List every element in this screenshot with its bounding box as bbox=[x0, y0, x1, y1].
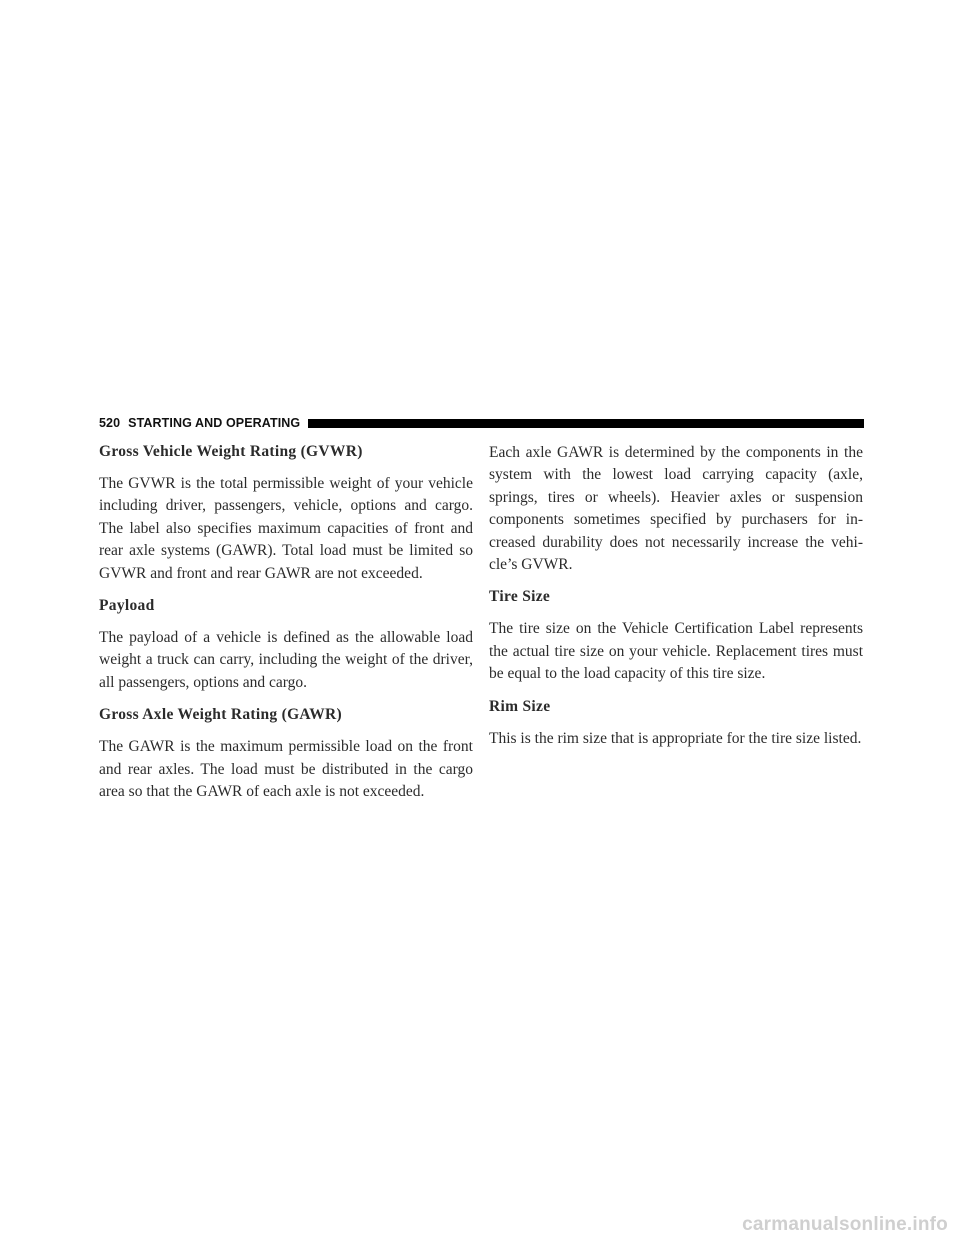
rim-size-heading: Rim Size bbox=[489, 697, 551, 715]
tire-size-paragraph: The tire size on the Vehicle Certification Label represents the actual tire size on your vehicle. Replacement tires must be equal to the load capacity of this tire size. bbox=[489, 620, 863, 683]
gawr-heading: Gross Axle Weight Rating (GAWR) bbox=[99, 706, 342, 724]
payload-paragraph: The payload of a vehicle is defined as the allowable load weight a truck can carry, including the weight of the driver, all passengers, options and cargo. bbox=[99, 629, 473, 691]
rim-size-paragraph: This is the rim size that is appropriate for the tire size listed. bbox=[489, 729, 862, 747]
watermark: carmanualsonline.info bbox=[742, 1214, 948, 1235]
right-column bbox=[489, 442, 863, 760]
header-rule bbox=[308, 419, 864, 428]
tire-size-heading: Tire Size bbox=[489, 588, 551, 606]
payload-heading: Payload bbox=[99, 597, 155, 615]
gvwr-paragraph: The GVWR is the total permissible weight of your vehicle including driver, passengers, vehicle, options and cargo. The label also specifies maximum capacities of front and rear axle systems (GAWR). Total load must be limited so GVWR and front and rear GAWR are not exceeded. bbox=[99, 475, 473, 582]
left-column bbox=[99, 441, 473, 813]
gawr-continued-paragraph: Each axle GAWR is determined by the components in the system with the lowest load carrying capacity (axle, springs, tires or wheels). Heavier axles or suspension components sometimes specified by purchasers for increased durability does not necessarily increase the vehicle’s GVWR. bbox=[489, 444, 863, 574]
gvwr-heading: Gross Vehicle Weight Rating (GVWR) bbox=[99, 443, 363, 460]
page-header bbox=[99, 412, 864, 434]
gawr-paragraph: The GAWR is the maximum permissible load on the front and rear axles. The load must be distributed in the cargo area so that the GAWR of each axle is not exceeded. bbox=[99, 738, 473, 801]
page-number: 520 bbox=[99, 416, 121, 430]
section-title: STARTING AND OPERATING bbox=[128, 416, 301, 430]
